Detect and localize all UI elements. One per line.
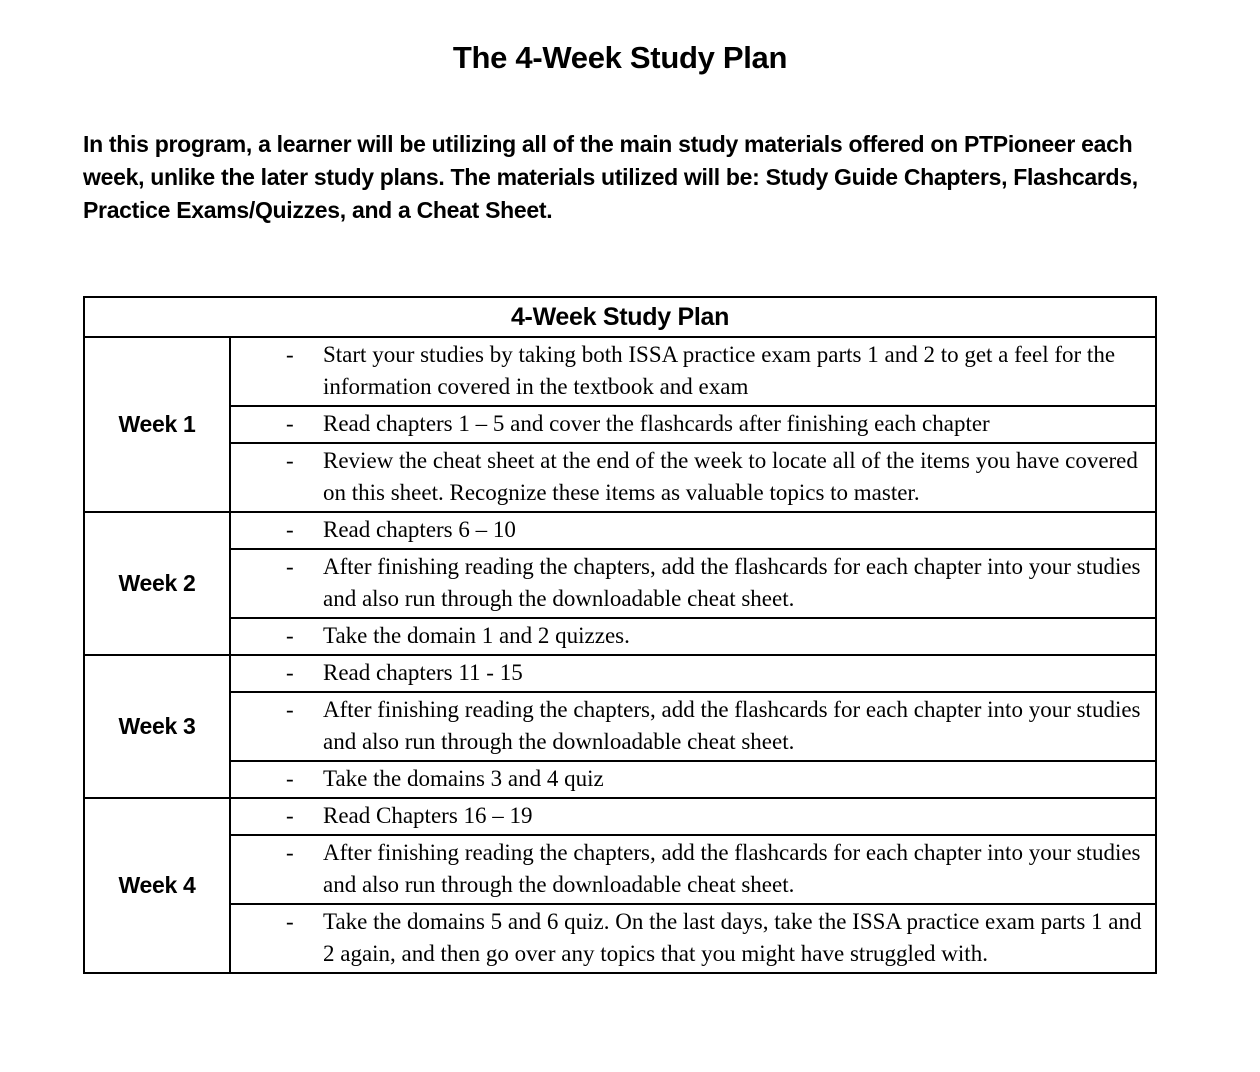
bullet-dash: - (286, 342, 294, 367)
bullet-item (286, 620, 1143, 652)
task-text: Review the cheat sheet at the end of the week to locate all of the items you have covered on this sheet. Recognize these items as valuable topics to master. (323, 448, 1138, 505)
task-cell (230, 761, 1156, 798)
bullet-item (286, 408, 1143, 440)
task-text: Read chapters 1 – 5 and cover the flashcards after finishing each chapter (323, 411, 990, 436)
task-text: Read chapters 11 - 15 (323, 660, 523, 685)
task-cell (230, 337, 1156, 406)
task-text: After finishing reading the chapters, add the flashcards for each chapter into your studies and also run through the downloadable cheat sheet. (323, 697, 1141, 754)
bullet-item (286, 551, 1143, 615)
bullet-dash: - (286, 517, 294, 542)
bullet-dash: - (286, 411, 294, 436)
bullet-item (286, 339, 1143, 403)
task-text: Read Chapters 16 – 19 (323, 803, 533, 828)
task-text: Take the domain 1 and 2 quizzes. (323, 623, 630, 648)
task-text: After finishing reading the chapters, add the flashcards for each chapter into your studies and also run through the downloadable cheat sheet. (323, 840, 1141, 897)
task-text: Start your studies by taking both ISSA practice exam parts 1 and 2 to get a feel for the information covered in the textbook and exam (323, 342, 1116, 399)
task-cell (230, 618, 1156, 655)
task-text: Take the domains 3 and 4 quiz (323, 766, 604, 791)
week-2-label: Week 2 (84, 512, 230, 655)
table-row (84, 692, 1156, 761)
table-row (84, 406, 1156, 443)
table-row (84, 761, 1156, 798)
task-cell (230, 443, 1156, 512)
table-row (84, 549, 1156, 618)
bullet-item (286, 657, 1143, 689)
bullet-dash: - (286, 660, 294, 685)
table-row (84, 904, 1156, 973)
task-cell (230, 406, 1156, 443)
bullet-item (286, 800, 1143, 832)
bullet-dash: - (286, 840, 294, 865)
table-title: 4-Week Study Plan (84, 297, 1156, 337)
bullet-dash: - (286, 766, 294, 791)
task-text: After finishing reading the chapters, add the flashcards for each chapter into your studies and also run through the downloadable cheat sheet. (323, 554, 1141, 611)
bullet-dash: - (286, 448, 294, 473)
table-row (84, 618, 1156, 655)
week-3-label: Week 3 (84, 655, 230, 798)
task-text: Take the domains 5 and 6 quiz. On the last days, take the ISSA practice exam parts 1 and 2 again, and then go over any topics that you might have struggled with. (323, 909, 1142, 966)
bullet-dash: - (286, 623, 294, 648)
study-plan-table (83, 296, 1157, 974)
table-header-row (84, 297, 1156, 337)
bullet-dash: - (286, 803, 294, 828)
bullet-dash: - (286, 554, 294, 579)
bullet-item (286, 445, 1143, 509)
bullet-item (286, 763, 1143, 795)
task-cell (230, 692, 1156, 761)
table-row (84, 337, 1156, 406)
task-cell (230, 512, 1156, 549)
bullet-dash: - (286, 697, 294, 722)
table-row (84, 512, 1156, 549)
bullet-item (286, 906, 1143, 970)
week-1-label: Week 1 (84, 337, 230, 512)
bullet-item (286, 514, 1143, 546)
table-row (84, 835, 1156, 904)
task-cell (230, 655, 1156, 692)
task-cell (230, 798, 1156, 835)
task-cell (230, 904, 1156, 973)
bullet-dash: - (286, 909, 294, 934)
task-text: Read chapters 6 – 10 (323, 517, 516, 542)
table-row (84, 655, 1156, 692)
table-row (84, 443, 1156, 512)
task-cell (230, 549, 1156, 618)
table-row (84, 798, 1156, 835)
bullet-item (286, 837, 1143, 901)
page-title: The 4-Week Study Plan (452, 40, 788, 75)
document-page (83, 0, 1157, 974)
bullet-item (286, 694, 1143, 758)
week-4-label: Week 4 (84, 798, 230, 973)
intro-paragraph: In this program, a learner will be utilizing all of the main study materials offered on PTPioneer each week, unlike the later study plans. The materials utilized will be: Study Guide Chapters, Flashcards, Practice Exams/Quizzes, and a Cheat Sheet. (83, 131, 1138, 223)
task-cell (230, 835, 1156, 904)
